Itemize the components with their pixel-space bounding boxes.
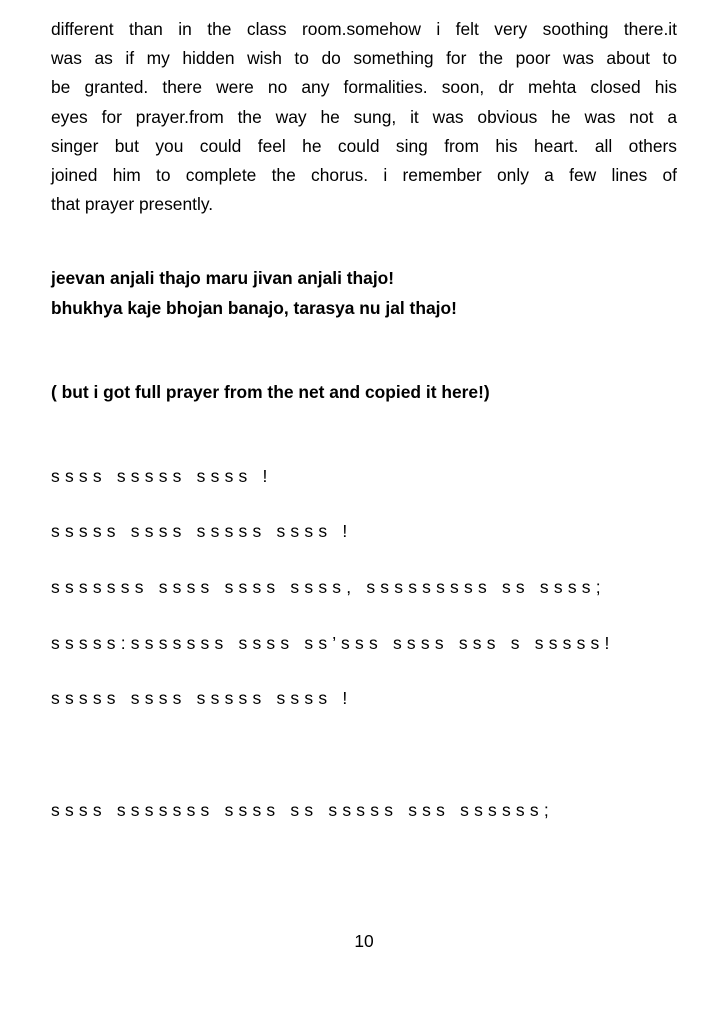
paragraph-line: singer but you could feel he could sing from his heart. all others [51, 135, 677, 156]
paragraph-line: joined him to complete the chorus. i remember only a few lines of [51, 165, 677, 186]
paragraph-line: different than in the class room.somehow i felt very soothing there.it [51, 19, 677, 39]
prayer-line: jeevan anjali thajo maru jivan anjali thajo! [51, 268, 395, 288]
garbled-line: ssss sssssss ssss ss sssss sss ssssss; [51, 800, 554, 820]
paragraph-line: be granted. there were no any formalities. soon, dr mehta closed his [51, 77, 677, 98]
garbled-line: ssss sssss ssss ! [51, 466, 273, 486]
paragraph-line: that prayer presently. [51, 194, 214, 215]
garbled-line: sssss ssss sssss ssss ! [51, 521, 353, 541]
prayer-line: bhukhya kaje bhojan banajo, tarasya nu jal thajo! [51, 298, 457, 318]
prayer-note: ( but i got full prayer from the net and copied it here!) [51, 382, 490, 402]
garbled-line: sssss:sssssss ssss ss’sss ssss sss s sssss! [51, 633, 615, 653]
paragraph-line: eyes for prayer.from the way he sung, it was obvious he was not a [51, 106, 677, 127]
page-number: 10 [354, 931, 374, 951]
garbled-line: sssss ssss sssss ssss ! [51, 688, 353, 708]
garbled-line: sssssss ssss ssss ssss, sssssssss ss ssss; [51, 577, 606, 597]
body-paragraph [51, 15, 677, 219]
paragraph-line: was as if my hidden wish to do something for the poor was about to [51, 48, 677, 69]
